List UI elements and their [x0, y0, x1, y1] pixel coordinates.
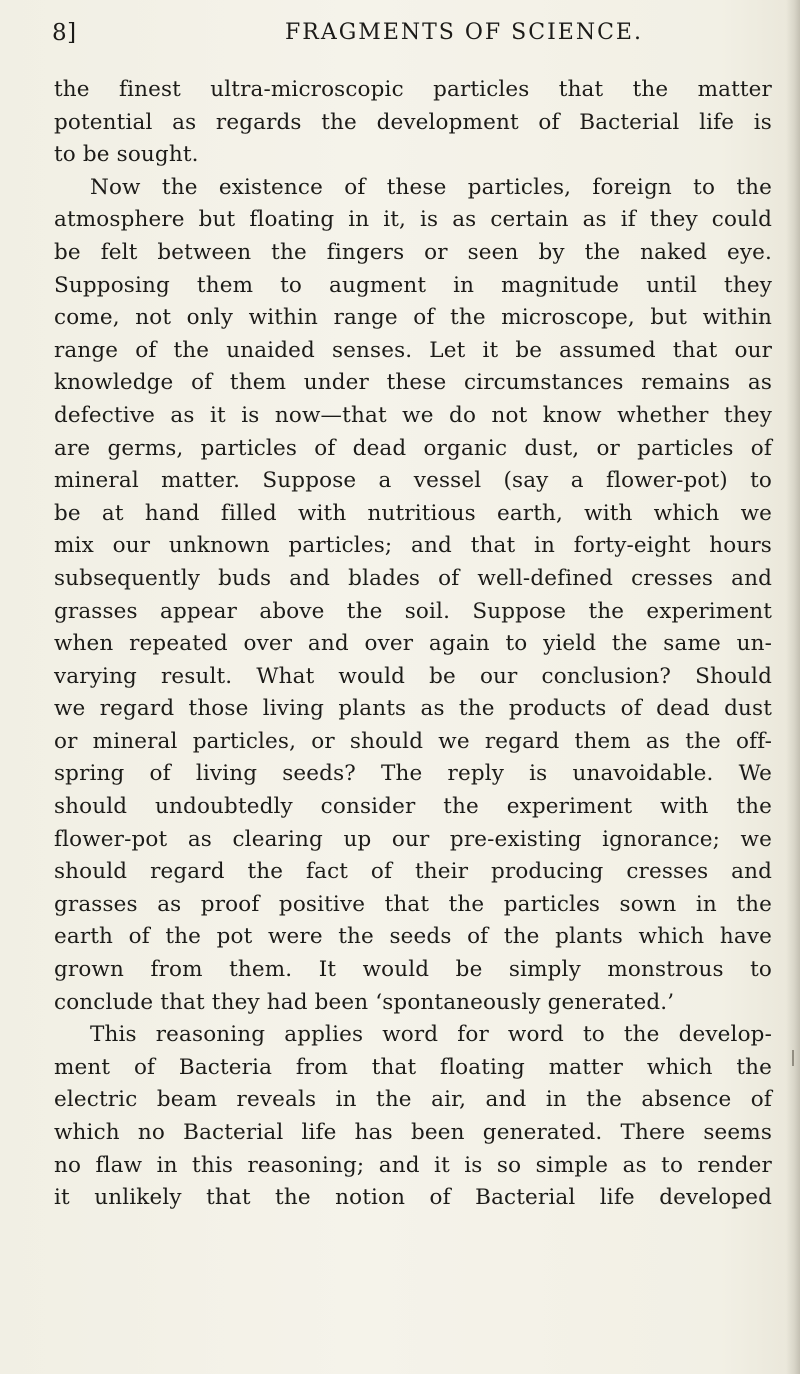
running-head: FRAGMENTS OF SCIENCE.	[285, 20, 643, 45]
text-line: mineral matter. Suppose a vessel (say a flower-pot) to	[54, 468, 772, 494]
text-line: spring of living seeds? The reply is unavoidable. We	[54, 761, 772, 787]
text-line: grown from them. It would be simply monstrous to	[54, 957, 772, 983]
text-line: to be sought.	[54, 142, 199, 168]
text-line: Supposing them to augment in magnitude until they	[54, 272, 772, 298]
text-line: which no Bacterial life has been generated. There seems	[54, 1120, 772, 1145]
text-line: Now the existence of these particles, foreign to the	[90, 174, 772, 200]
text-line: subsequently buds and blades of well-defined cresses and	[54, 565, 772, 591]
text-line: mix our unknown particles; and that in forty-eight hours	[54, 533, 772, 559]
text-line: it unlikely that the notion of Bacterial life developed	[54, 1185, 772, 1211]
text-line: come, not only within range of the microscope, but within	[54, 305, 772, 331]
text-line: no flaw in this reasoning; and it is so simple as to render	[54, 1152, 772, 1178]
text-line: grasses appear above the soil. Suppose the experiment	[54, 598, 772, 624]
text-line: atmosphere but floating in it, is as certain as if they could	[54, 207, 772, 233]
page-edge-shadow	[786, 0, 800, 1374]
text-line: be at hand filled with nutritious earth, with which we	[54, 500, 772, 526]
page-header	[52, 20, 768, 60]
text-line: potential as regards the development of Bacterial life is	[54, 109, 772, 135]
text-line: we regard those living plants as the products of dead dust	[54, 696, 772, 722]
text-line: varying result. What would be our conclusion? Should	[54, 663, 772, 689]
text-line: should undoubtedly consider the experiment with the	[54, 794, 772, 820]
text-line: are germs, particles of dead organic dust, or particles of	[54, 435, 772, 461]
text-line: defective as it is now—that we do not know whether they	[54, 402, 772, 428]
text-line: flower-pot as clearing up our pre-existing ignorance; we	[54, 826, 772, 852]
text-line: earth of the pot were the seeds of the plants which have	[54, 924, 772, 950]
body-text	[54, 74, 772, 1215]
text-line: when repeated over and over again to yield the same un-	[54, 631, 772, 657]
text-line: electric beam reveals in the air, and in the absence of	[54, 1087, 772, 1113]
page-number: 8]	[52, 20, 77, 46]
text-line: range of the unaided senses. Let it be assumed that our	[54, 337, 772, 363]
text-line: or mineral particles, or should we regard them as the off-	[54, 728, 772, 754]
text-line: This reasoning applies word for word to the develop-	[90, 1022, 772, 1048]
text-line: knowledge of them under these circumstances remains as	[54, 370, 772, 396]
text-line: grasses as proof positive that the particles sown in the	[54, 891, 772, 917]
text-line: the finest ultra-microscopic particles that the matter	[54, 77, 772, 102]
text-line: should regard the fact of their producing cresses and	[54, 859, 772, 885]
text-line: ment of Bacteria from that floating matter which the	[54, 1054, 772, 1080]
text-line: be felt between the fingers or seen by the naked eye.	[54, 239, 772, 265]
text-line: conclude that they had been ‘spontaneously generated.’	[54, 989, 675, 1015]
